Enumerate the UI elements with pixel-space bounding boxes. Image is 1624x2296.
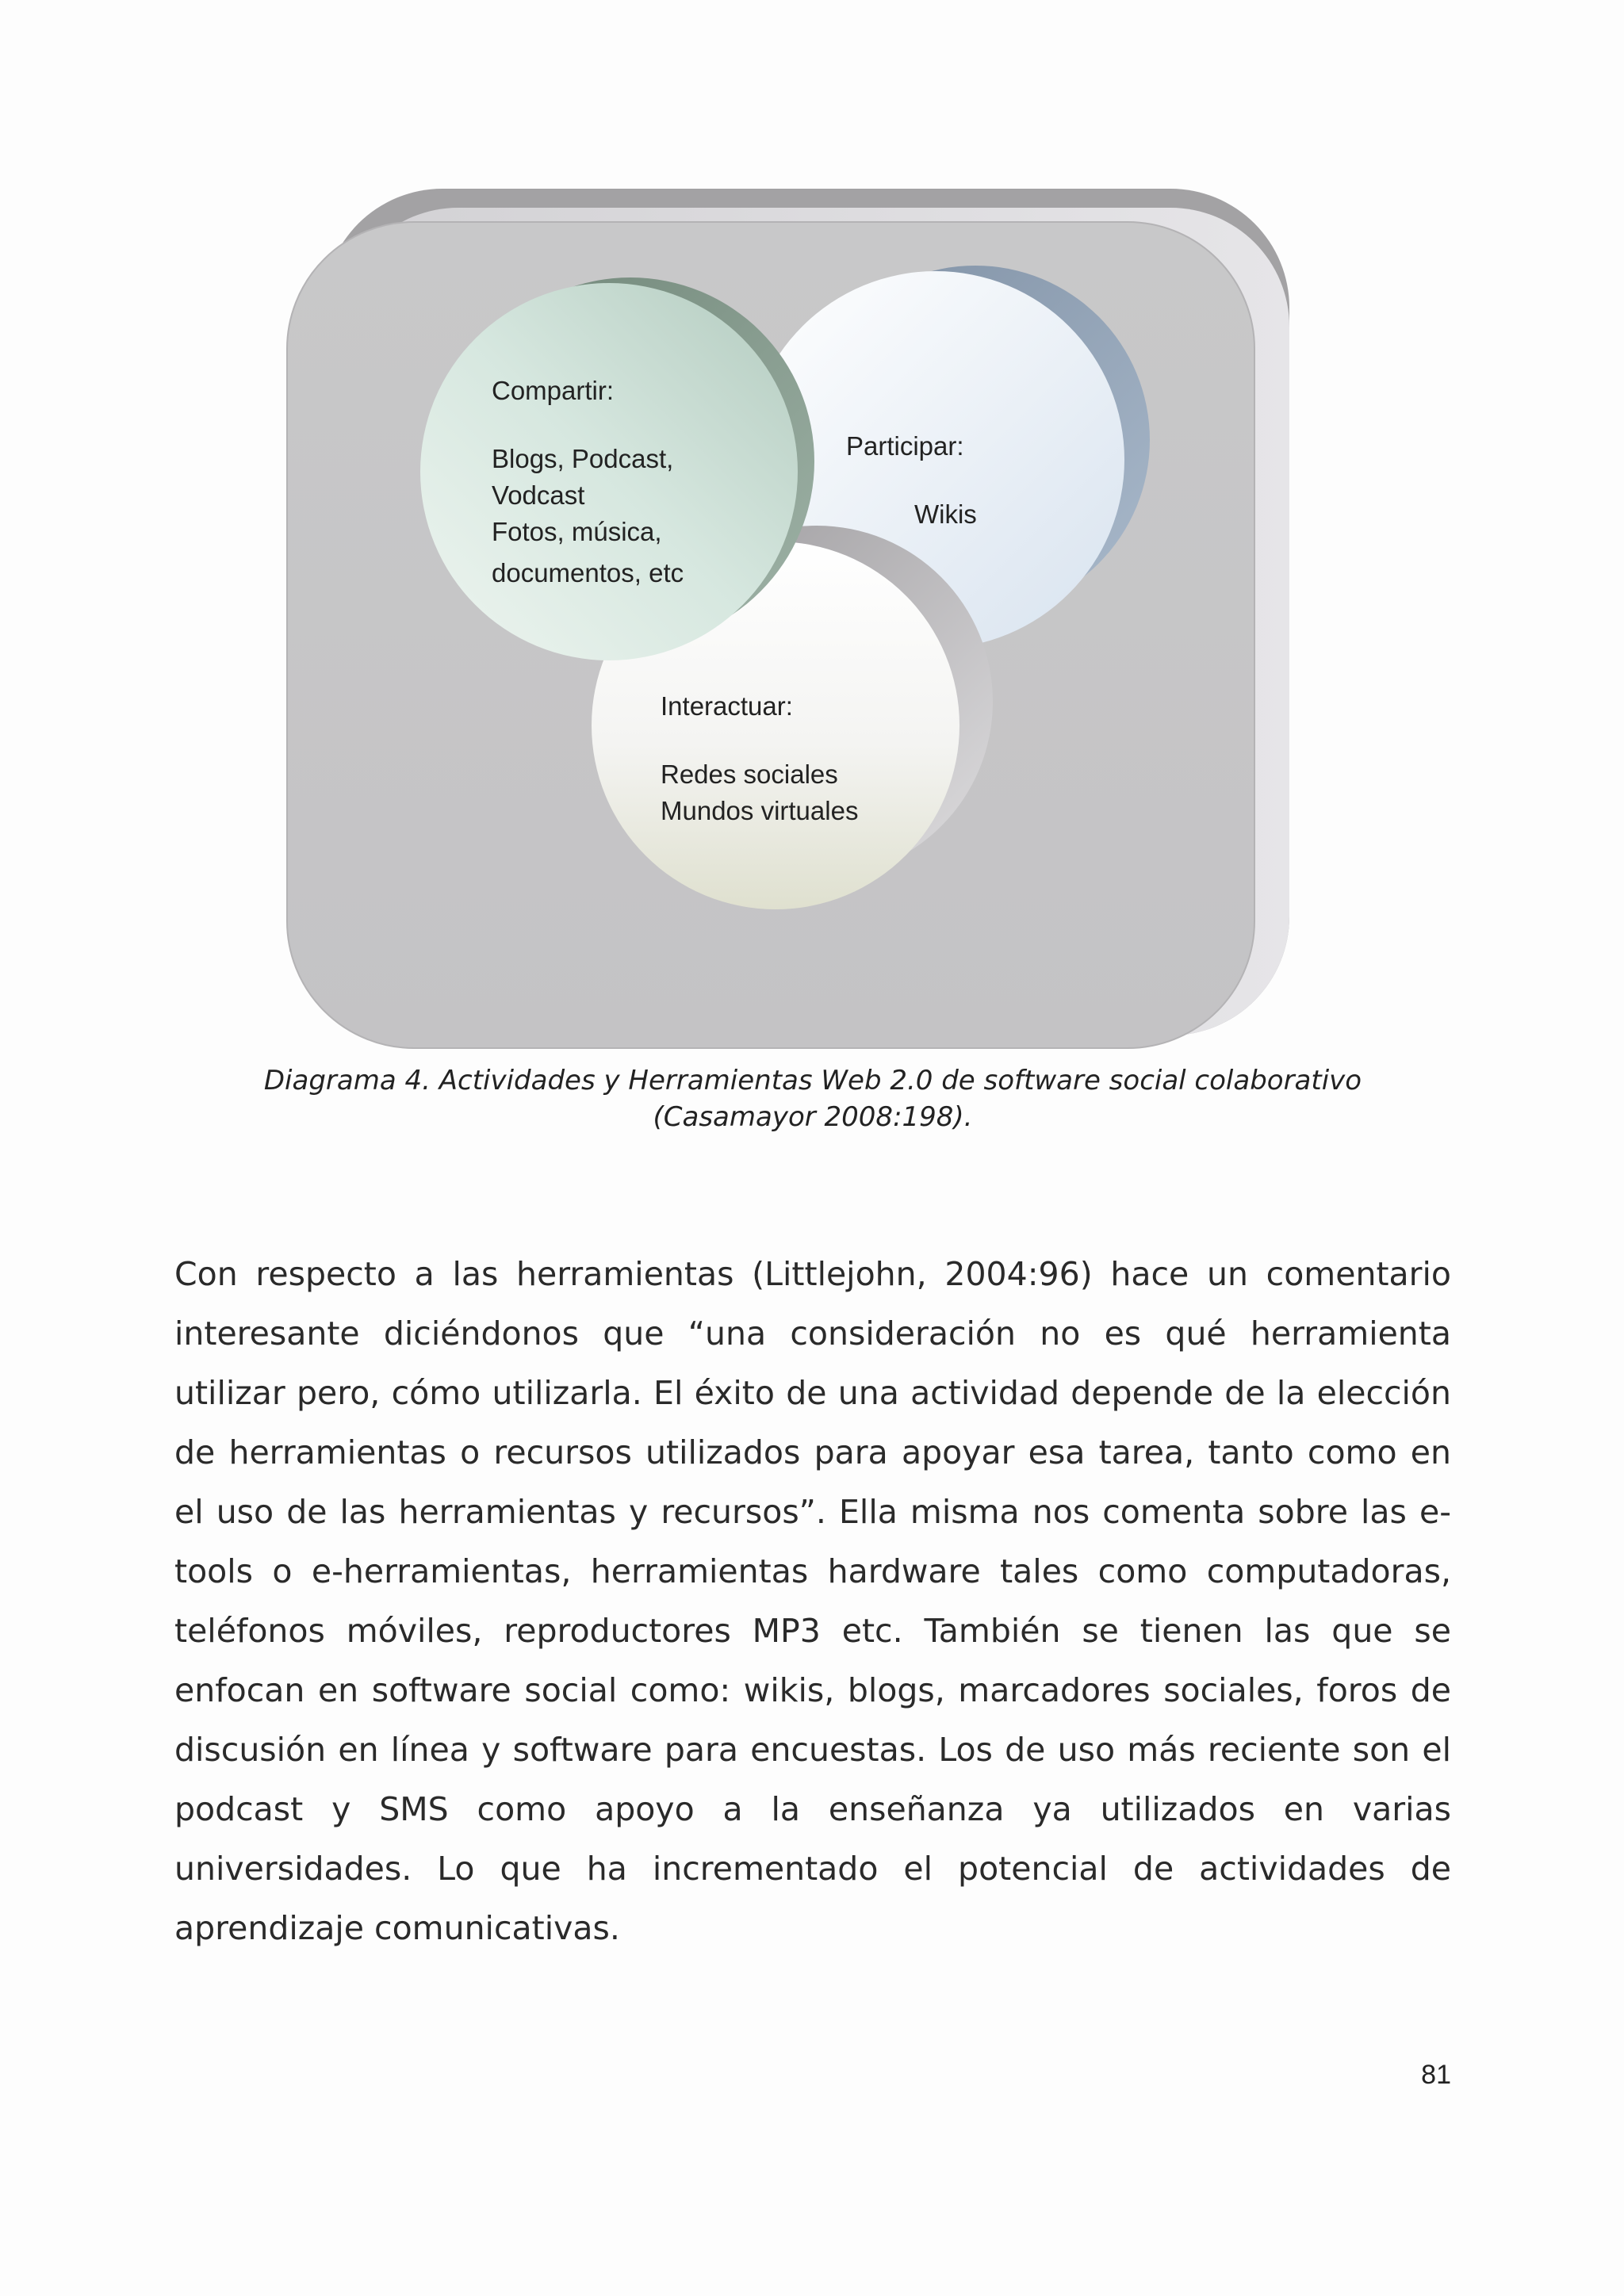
paragraph-line: utilizar pero, cómo utilizarla. El éxito de una actividad depende de la elección [174,1374,1451,1412]
compartir-line: Fotos, música, [492,517,662,546]
paragraph-line: Con respecto a las herramientas (Littlejohn, 2004:96) hace un comentario [174,1255,1451,1293]
compartir-line: Blogs, Podcast, [492,444,674,473]
venn-diagram [0,0,1624,1094]
paragraph-line: teléfonos móviles, reproductores MP3 etc. También se tienen las que se [174,1612,1451,1650]
compartir-line [492,409,684,441]
participar-line [846,465,977,496]
diagram-graphic [0,0,1624,1094]
interactuar-line: Mundos virtuales [661,796,859,825]
paragraph-line: aprendizaje comunicativas. [174,1909,620,1947]
compartir-line: Compartir: [492,376,615,405]
caption-line: (Casamayor 2008:198). [653,1101,973,1133]
paragraph-line: interesante diciéndonos que “una consideración no es qué herramienta [174,1314,1451,1353]
paragraph-line: discusión en línea y software para encuestas. Los de uso más reciente son el [174,1731,1451,1769]
compartir-line: documentos, etc [492,558,684,587]
paragraph-line: enfocan en software social como: wikis, blogs, marcadores sociales, foros de [174,1671,1451,1709]
participar-line: Participar: [846,431,964,461]
paragraph-line: el uso de las herramientas y recursos”. Ella misma nos comenta sobre las e- [174,1493,1451,1531]
participar-label [846,428,977,533]
interactuar-line: Interactuar: [661,691,793,721]
paragraph-line: universidades. Lo que ha incrementado el potencial de actividades de [174,1850,1451,1888]
page-number: 81 [1421,2060,1451,2090]
diagram-caption [174,1062,1451,1135]
paragraph-line: podcast y SMS como apoyo a la enseñanza ya utilizados en varias [174,1790,1451,1828]
caption-line: Diagrama 4. Actividades y Herramientas Web 2.0 de software social colaborativo [263,1065,1362,1096]
interactuar-line: Redes sociales [661,760,838,789]
compartir-label [492,373,684,591]
paragraph-line: de herramientas o recursos utilizados para apoyar esa tarea, tanto como en [174,1433,1451,1471]
participar-line: Wikis [914,499,977,529]
interactuar-line [661,725,858,756]
interactuar-label [661,688,858,829]
paragraph-line: tools o e-herramientas, herramientas hardware tales como computadoras, [174,1552,1451,1590]
body-paragraph [174,1245,1451,1958]
compartir-line: Vodcast [492,480,585,510]
